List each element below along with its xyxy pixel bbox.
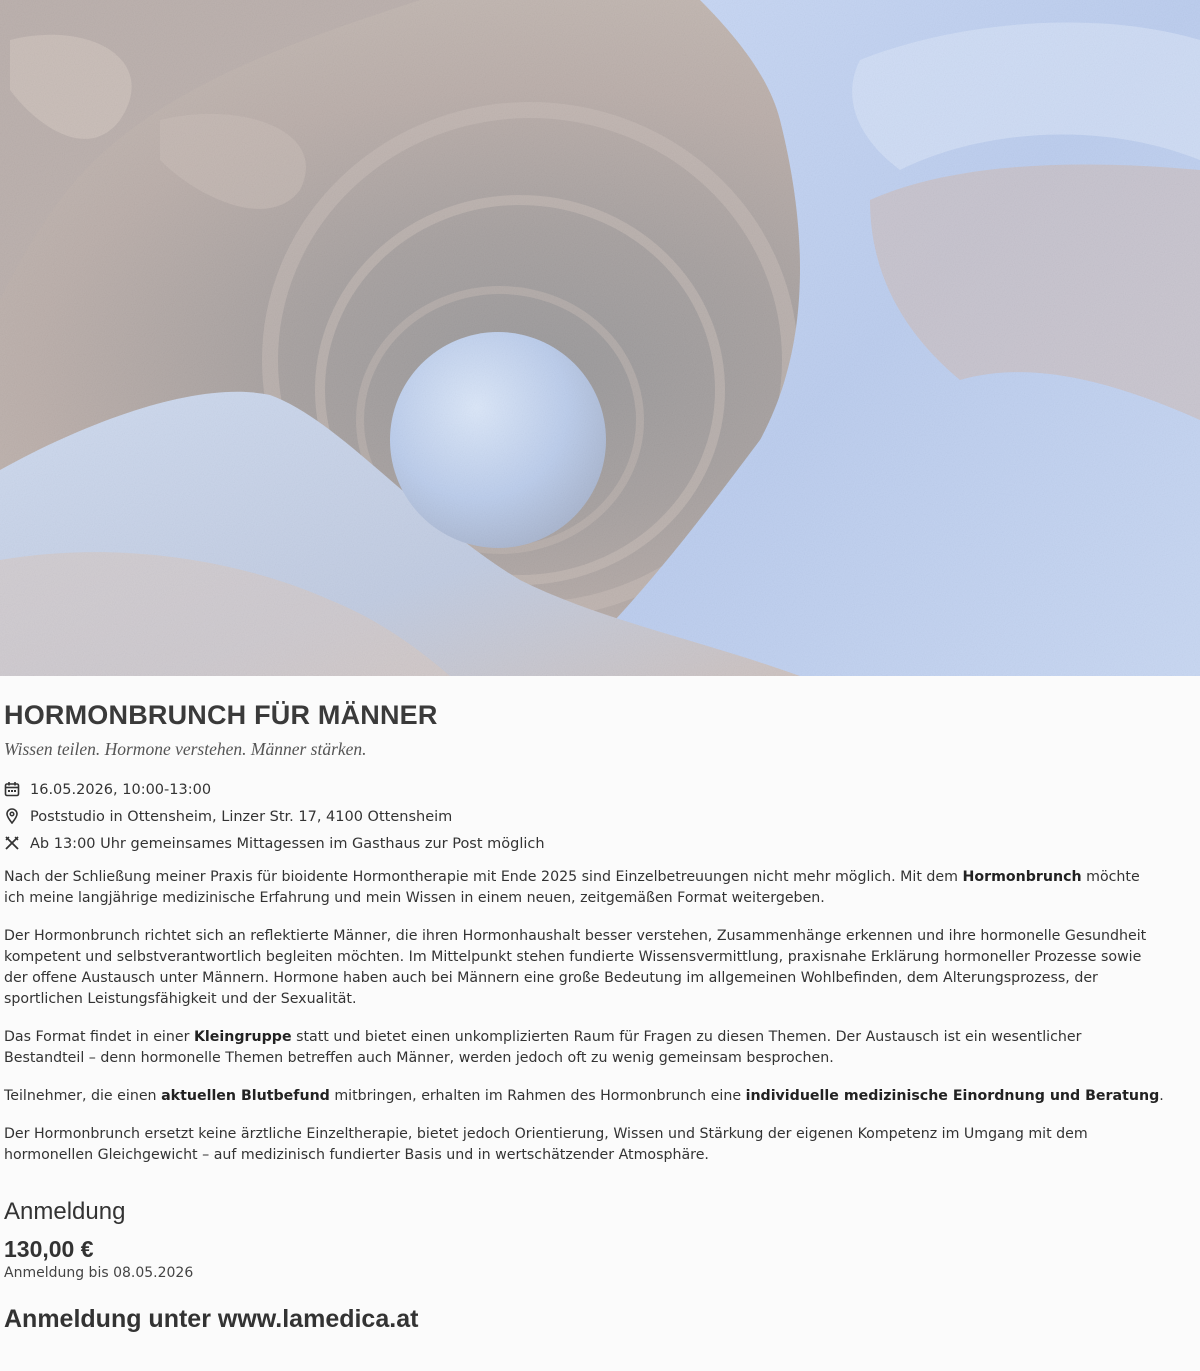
paragraph-audience: Der Hormonbrunch richtet sich an reflektierte Männer, die ihren Hormonhaushalt besser verstehen, Zusammenhänge erkennen und ihre hormonelle Gesundheit kompetent und selbstverantwortlich begleiten möchten. Im Mittelpunkt stehen fundierte Wissensvermittlung, praxisnahe Erklärung hormoneller Prozesse sowie der offene Austausch unter Männern. Hormone haben auch bei Männern eine große Bedeutung im allgemeinen Wohlbefinden, dem Alterungsprozess, der sportlichen Leistungsfähigkeit und der Sexualität. <box>4 928 1147 1007</box>
calendar-icon <box>4 781 22 799</box>
page-title: HORMONBRUNCH FÜR MÄNNER <box>4 700 438 730</box>
registration-deadline: Anmeldung bis 08.05.2026 <box>4 1265 194 1281</box>
event-lunch: Ab 13:00 Uhr gemeinsames Mittagessen im Gasthaus zur Post möglich <box>30 835 545 852</box>
registration-link[interactable]: Anmeldung unter www.lamedica.at <box>4 1305 419 1333</box>
paragraph-disclaimer: Der Hormonbrunch ersetzt keine ärztliche Einzeltherapie, bietet jedoch Orientierung, Wissen und Stärkung der eigenen Kompetenz im Umgang mit dem hormonellen Gleichgewicht – auf medizinisch fundierter Basis und in wertschätzender Atmosphäre. <box>4 1126 1088 1163</box>
price: 130,00 € <box>4 1236 94 1262</box>
event-date-row <box>4 776 1164 803</box>
registration-heading: Anmeldung <box>4 1198 126 1225</box>
location-pin-icon <box>4 808 22 826</box>
event-date: 16.05.2026, 10:00-13:00 <box>30 781 212 798</box>
paragraph-format: Das Format findet in einer Kleingruppe statt und bietet einen unkomplizierten Raum für Fragen zu diesen Themen. Der Austausch ist ein wesentlicher Bestandteil – denn hormonelle Themen betreffen auch Männer, werden jedoch oft zu wenig gemeinsam besprochen. <box>4 1029 1082 1066</box>
event-content <box>4 700 1164 1334</box>
paragraph-bloodtest: Teilnehmer, die einen aktuellen Blutbefund mitbringen, erhalten im Rahmen des Hormonbrunch eine individuelle medizinische Einordnung und Beratung. <box>4 1088 1164 1104</box>
cutlery-icon <box>4 835 22 853</box>
event-lunch-row <box>4 830 1164 857</box>
paragraph-intro: Nach der Schließung meiner Praxis für bioidente Hormontherapie mit Ende 2025 sind Einzelbetreuungen nicht mehr möglich. Mit dem Hormonbrunch möchte ich meine langjährige medizinische Erfahrung und mein Wissen in einem neuen, zeitgemäßen Format weitergeben. <box>4 869 1140 906</box>
subtitle: Wissen teilen. Hormone verstehen. Männer stärken. <box>4 739 367 759</box>
event-location-row <box>4 803 1164 830</box>
hero-image <box>0 0 1200 676</box>
event-location: Poststudio in Ottensheim, Linzer Str. 17, 4100 Ottensheim <box>30 808 453 825</box>
